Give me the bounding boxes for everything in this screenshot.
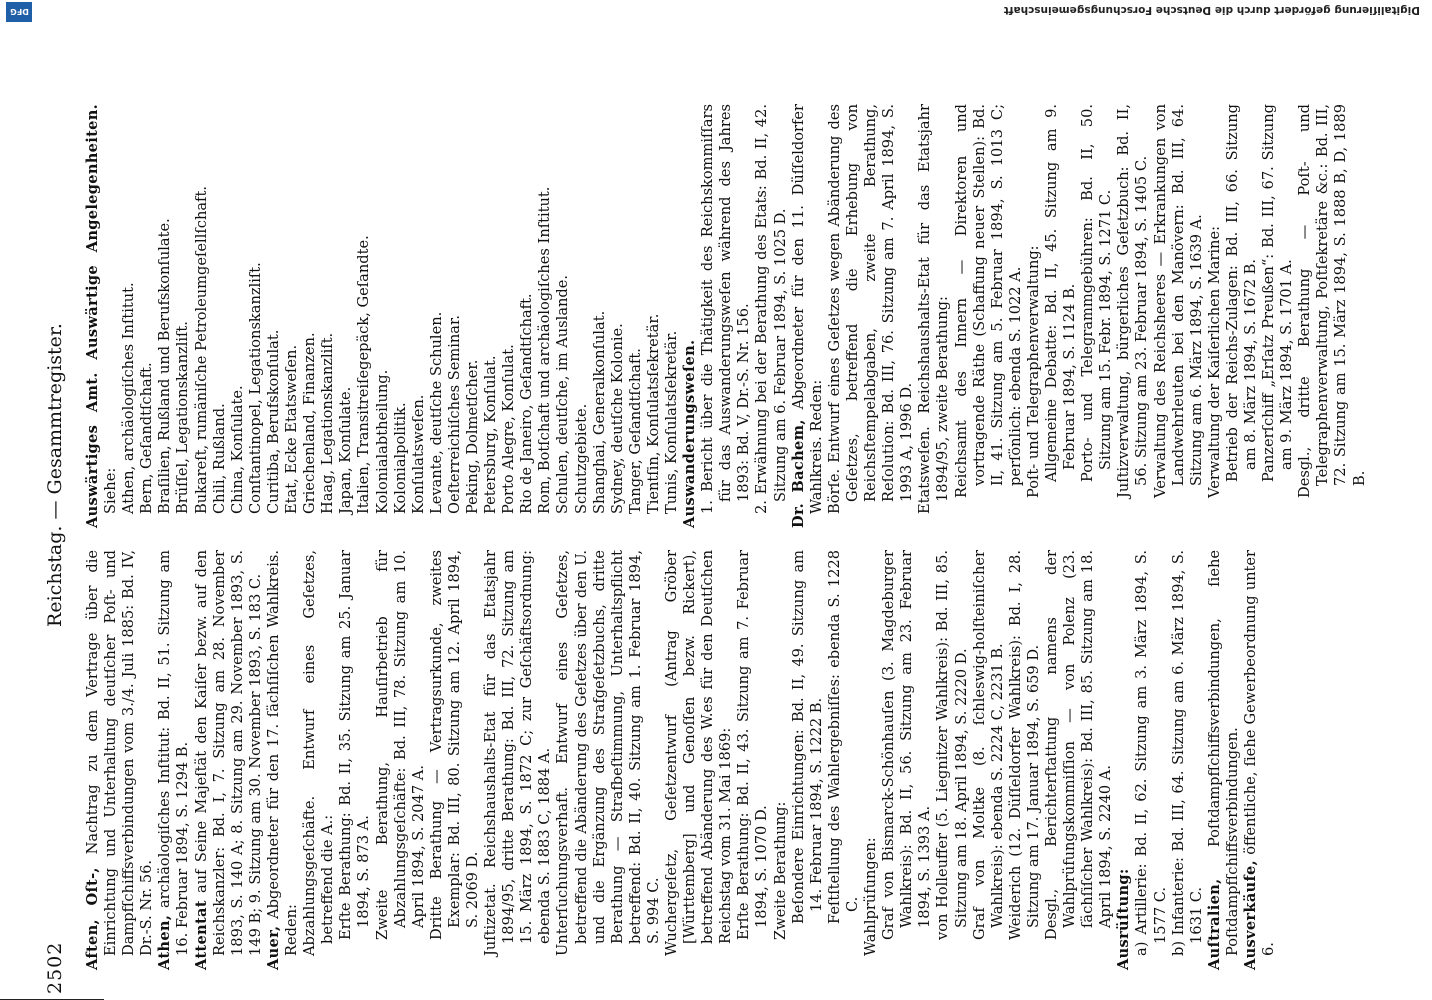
running-head bbox=[44, 0, 74, 1000]
index-subentry: China, Konſulate. bbox=[228, 385, 246, 514]
index-subentry: Japan, Konſulate. bbox=[337, 386, 355, 514]
index-subentry: Allgemeine Debatte: Bd. II, 45. Sitzung am 9. Februar 1894, S. 1124 B. bbox=[1042, 104, 1079, 482]
index-subentry: Verwaltung des Reichsheeres — Erkrankungen von Landwehrleuten bei den Manövern: Bd. III, 64. Sitzung am 6. März 1894, S. 1639 A. bbox=[1151, 104, 1205, 498]
page-title: Reichstag. — Gesammtregister. bbox=[44, 323, 66, 627]
index-subentry: Betrieb der Reichs-Zulagen: Bd. III, 66. Sitzung am 8. März 1894, S. 1672 B. bbox=[1223, 104, 1259, 482]
entry-text: auf Seine Majeſtät den Kaiſer bezw. auf den Reichskanzler: Bd. I, 7. Sitzung am 28. November 1893, S. 140 A; 8. Sitzung am 29. November 1893, S. 149 B; 9. Sitzung am 30. November 1893, S. 183 C. bbox=[192, 550, 264, 956]
index-subentry: Tunis, Konſulatsſekretär. bbox=[663, 330, 680, 514]
index-subentry: Erſte Berathung: Bd. II, 43. Sitzung am 7. Februar 1894, S. 1070 D. bbox=[735, 550, 771, 940]
index-subentry: Börſe. Entwurf eines Geſetzes wegen Abänderung des Geſetzes, betreffend die Erhebung von Reichsſtempelabgaben, zweite Berathung, Reſolution: Bd. III, 76. Sitzung am 7. April 1894, S. 1993 A, 1996 D. bbox=[825, 104, 916, 514]
index-subentry: Shanghai, Generalkonſulat. bbox=[590, 310, 608, 514]
index-subentry: Reichsamt des Innern — Direktoren und vortragende Räthe (Schaffung neuer Stellen): Bd. II, 41. Sitzung am 5. Februar 1894, S. 1013 C; perſönlich: ebenda S. 1022 A. bbox=[952, 104, 1024, 498]
index-subentry: Beſondere Einrichtungen: Bd. II, 49. Sitzung am 14. Februar 1894, S. 1222 B. bbox=[789, 550, 825, 924]
entry-text: Abgeordneter für den 11. Düſſeldorfer Wahlkreis. Reden: bbox=[789, 103, 825, 514]
index-entry bbox=[84, 104, 120, 528]
index-subentry: 2. Erwähnung bei der Berathung des Etats: Bd. II, 42. Sitzung am 6. Februar 1894, S. 1025 D. bbox=[753, 104, 789, 514]
index-subentry: b) Infanterie: Bd. III, 64. Sitzung am 6. März 1894, S. 1631 C. bbox=[1169, 550, 1205, 956]
index-subentry: Rio de Janeiro, Geſandtſchaft. bbox=[518, 293, 536, 514]
index-subentry: Chili, Rußland. bbox=[210, 403, 228, 514]
index-subentry: Desgl., dritte Berathung — Poſt- und Telegraphenverwaltung, Poſtſekretäre &c.: Bd. III, 72. Sitzung am 15. März 1894, S. 1888 B, D, 1889 B. bbox=[1296, 104, 1368, 498]
index-subentry: Petersburg, Konſulat. bbox=[482, 355, 500, 514]
index-subentry: Etat, Ecke Etatsweſen. bbox=[283, 344, 301, 514]
index-subentry: Erſte Berathung: Bd. II, 35. Sitzung am 25. Januar 1894, S. 873 A. bbox=[337, 550, 373, 940]
entry-heading: Ausrüſtung: bbox=[1115, 868, 1133, 970]
index-entry bbox=[1242, 550, 1278, 970]
index-subentry: Poſt- und Telegraphenverwaltung: bbox=[1024, 245, 1042, 498]
index-subentry: Peking, Dolmetſcher. bbox=[463, 359, 481, 514]
index-subentry: Unterſuchungsverhaft. Entwurf eines Geſetzes, betreffend die Abänderung des Geſetzes über den U. und die Ergänzung des Strafgeſetzbuchs, dritte Berathung — Strafbeſtimmung, Unterhaltspflicht betreffend: Bd. II, 40. Sitzung am 1. Februar 1894, S. 994 C. bbox=[554, 550, 662, 956]
entry-heading: Dr. Bachem, bbox=[789, 419, 807, 528]
index-entry bbox=[1206, 550, 1242, 970]
index-subentry: Braſilien, Rußland und Berufskonſulate. bbox=[156, 218, 174, 514]
entry-heading: Athen, bbox=[156, 914, 174, 970]
index-subentry: Rom, Botſchaft und archäologiſches Inſtitut. bbox=[536, 186, 554, 514]
index-entry bbox=[84, 550, 156, 970]
index-subentry: Tanger, Geſandtſchaft. bbox=[626, 348, 644, 514]
dfg-logo-text: DFG bbox=[9, 7, 29, 17]
index-subentry: Athen, archäologiſches Inſtitut. bbox=[120, 282, 138, 514]
index-subentry: Graf von Bismarck-Schönhauſen (3. Magdeburger Wahlkreis): Bd. II, 56. Sitzung am 23. Februar 1894, S. 1393 A. bbox=[880, 550, 934, 940]
index-subentry: Brüſſel, Legationskanzliſt. bbox=[174, 321, 192, 514]
entry-heading: Auswärtiges Amt. Auswärtige Angelegenheiten. bbox=[84, 104, 101, 528]
index-subentry: Graf von Moltke (8. ſchleswig-holſteiniſcher Wahlkreis): ebenda S. 2224 C, 2231 B. bbox=[970, 550, 1006, 940]
index-subentry: Feſtſtellung des Wahlergebniſſes: ebenda S. 1228 C. bbox=[825, 550, 861, 924]
entry-text: Poſtdampfſchiffsverbindungen, ſiehe Poſtdampfſchiffsverbindungen. bbox=[1205, 550, 1241, 956]
index-subentry: Kolonialabtheilung. bbox=[373, 369, 391, 514]
index-subentry: a) Artillerie: Bd. II, 62. Sitzung am 3. März 1894, S. 1577 C. bbox=[1133, 550, 1169, 956]
index-subentry: Konſulatsweſen. bbox=[409, 394, 427, 514]
index-subentry: Italien, Transitreiſegepäck, Geſandte. bbox=[355, 235, 373, 514]
index-entry bbox=[193, 550, 265, 970]
page-number: 2502 bbox=[44, 941, 66, 994]
index-subentry: Weiderich (12. Düſſeldorfer Wahlkreis): Bd. I, 28. Sitzung am 17. Januar 1894, S. 659 D. bbox=[1006, 550, 1042, 940]
entry-heading: Auſtralien, bbox=[1205, 878, 1223, 970]
right-column bbox=[84, 104, 1369, 528]
index-subentry: Schulen, deutſche, im Auslande. bbox=[554, 274, 572, 514]
index-subentry: Verwaltung der Kaiſerlichen Marine: bbox=[1205, 225, 1223, 498]
index-subentry: Tientſin, Konſulatsſekretär. bbox=[644, 313, 662, 514]
index-subentry: Zweite Berathung: bbox=[771, 801, 789, 940]
index-subentry: Conſtantinopel, Legationskanzliſt. bbox=[246, 262, 264, 514]
index-subentry: Wahlprüfungen: bbox=[862, 837, 880, 956]
index-subentry: Bern, Geſandtſchaft. bbox=[138, 362, 156, 514]
index-subentry: Haag, Legationskanzliſt. bbox=[319, 332, 337, 514]
index-subentry: 1. Bericht über die Thätigkeit des Reichskommiſſars für das Auswanderungsweſen während des Jahres 1893: Bd. V, Dr.-S. Nr. 156. bbox=[699, 104, 753, 514]
index-entry bbox=[790, 104, 826, 528]
entry-heading: Attentat bbox=[192, 900, 210, 970]
index-subentry: Porto- und Telegrammgebühren: Bd. II, 50. Sitzung am 15. Febr. 1894, S. 1271 C. bbox=[1079, 104, 1115, 482]
left-column bbox=[84, 550, 1278, 970]
digitization-note bbox=[0, 0, 1432, 22]
entry-heading: Auer, bbox=[264, 925, 282, 970]
entry-text: öffentliche, ſiehe Gewerbeordnung unter 6. bbox=[1242, 550, 1278, 956]
index-subentry: Abzahlungsgeſchäfte. Entwurf eines Geſetzes, betreffend die A.: bbox=[301, 550, 337, 956]
index-subentry: Wuchergeſetz, Geſetzentwurf (Antrag Gröber [Württemberg] und Genoſſen bezw. Rickert), betreffend Abänderung des W.es für den Deutſchen Reichstag vom 31. Mai 1869: bbox=[663, 550, 735, 956]
entry-text: Abgeordneter für den 17. ſächſiſchen Wahlkreis. Reden: bbox=[264, 550, 301, 956]
index-subentry: Curitiba, Berufskonſulat. bbox=[264, 329, 282, 514]
index-entry bbox=[681, 104, 699, 528]
entry-heading: Auswanderungsweſen. bbox=[681, 339, 699, 528]
index-subentry: Sydney, deutſche Kolonie. bbox=[608, 323, 626, 514]
entry-heading: Ausverkäufe, bbox=[1242, 859, 1259, 970]
entry-heading: Aften, Oſt-, bbox=[84, 867, 101, 970]
index-subentry: Desgl., Berichterſtattung namens der Wahlprüfungskommiſſion — von Polenz (23. ſächſiſcher Wahlkreis): Bd. III, 85. Sitzung am 18. April 1894, S. 2240 A. bbox=[1042, 550, 1115, 940]
index-subentry: Kolonialpolitik. bbox=[391, 402, 409, 514]
index-subentry: Juſtizverwaltung, bürgerliches Geſetzbuch: Bd. II, 56. Sitzung am 23. Februar 1894, S. 1405 C. bbox=[1115, 104, 1151, 498]
index-subentry: Etatsweſen. Reichshaushalts-Etat für das Etatsjahr 1894/95, zweite Berathung: bbox=[916, 104, 952, 514]
index-subentry: Porto Alegre, Konſulat. bbox=[500, 344, 518, 514]
index-subentry: Levante, deutſche Schulen. bbox=[427, 311, 445, 514]
entry-text: Nachtrag zu dem Vertrage über die Einrichtung und Unterhaltung deutſcher Poſt- und Dampfſchiffsverbindungen vom 3./4. Juli 1885: Bd. IV, Dr.-S. Nr. 56. bbox=[84, 550, 156, 956]
entry-text: archäologiſches Inſtitut: Bd. II, 51. Sitzung am 16. Februar 1894, S. 1294 B. bbox=[156, 549, 192, 956]
index-subentry: Griechenland, Finanzen. bbox=[301, 332, 319, 514]
digitization-note-text: Digitaliſierung gefördert durch die Deutsche Forschungsgemeinschaft bbox=[1003, 4, 1420, 16]
index-subentry: Oeſterreichiſches Seminar. bbox=[445, 315, 463, 514]
index-subentry: Zweite Berathung, Hauſirbetrieb für Abzahlungsgeſchäfte: Bd. III, 78. Sitzung am 10. April 1894, S. 2047 A. bbox=[373, 550, 427, 940]
index-entry bbox=[156, 550, 192, 970]
index-subentry: von Holleuffer (5. Liegnitzer Wahlkreis): Bd. III, 85. Sitzung am 18. April 1894, S. 2220 D. bbox=[934, 550, 970, 940]
index-subentry: Panzerſchiff „Erſatz Preußen“: Bd. III, 67. Sitzung am 9. März 1894, S. 1701 A. bbox=[1260, 104, 1296, 482]
index-subentry: Juſtizetat. Reichshaushalts-Etat für das Etatsjahr 1894/95, dritte Berathung: Bd. III, 72. Sitzung am 15. März 1894, S. 1872 C; zur Geſchäftsordnung: ebenda S. 1883 C, 1884 A. bbox=[482, 550, 554, 956]
index-subentry: Bukareſt, rumäniſche Petroleumgeſellſchaft. bbox=[192, 186, 210, 514]
entry-text: Siehe: bbox=[102, 467, 120, 514]
index-subentry: Dritte Berathung — Vertragsurkunde, zweites Exemplar: Bd. III, 80. Sitzung am 12. April 1894, S. 2069 D. bbox=[427, 550, 481, 940]
index-entry bbox=[265, 550, 301, 970]
index-subentry: Schutzgebiete. bbox=[572, 403, 590, 514]
index-entry bbox=[1115, 550, 1133, 970]
